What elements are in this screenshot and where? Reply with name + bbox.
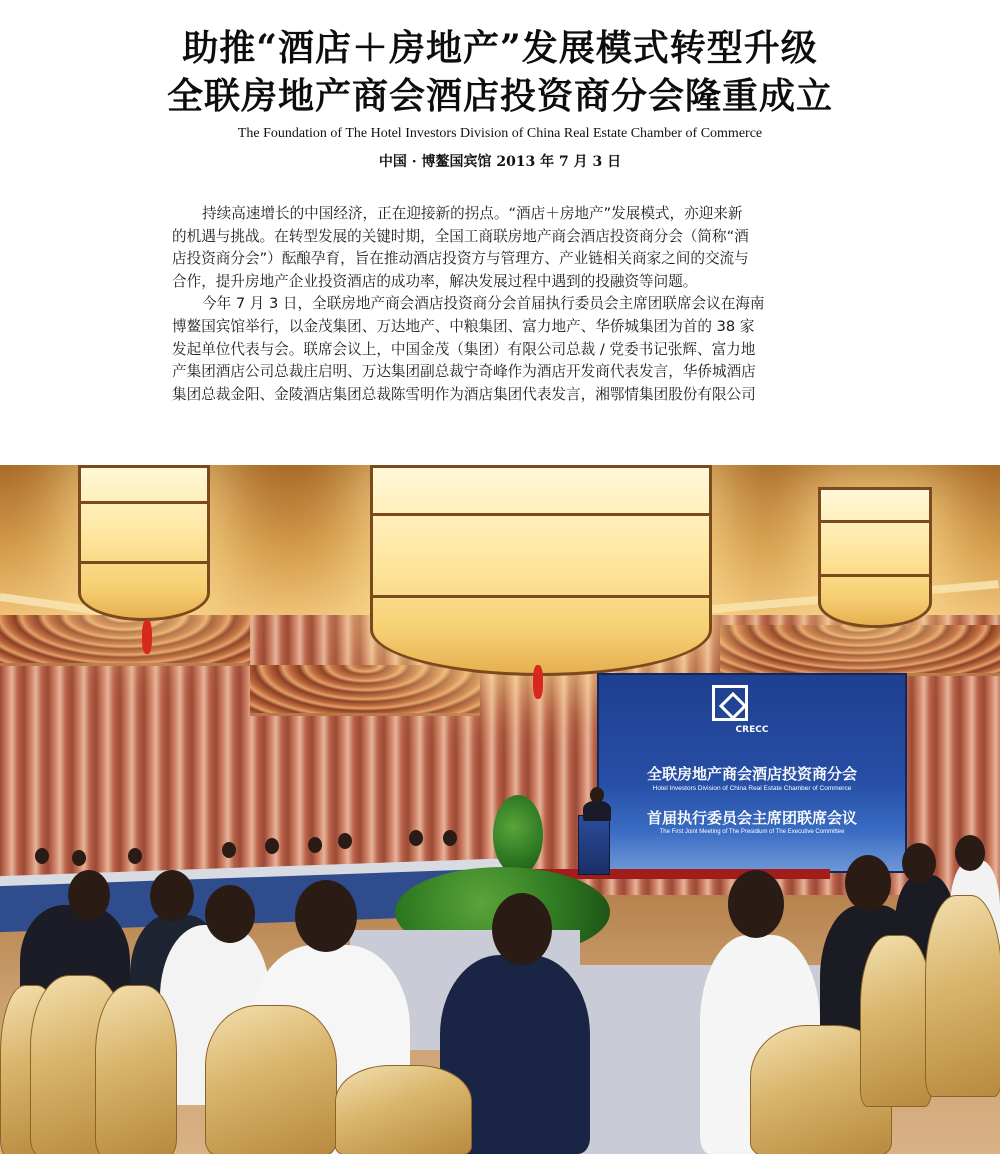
lantern-lamp-center [370,465,712,676]
potted-plant [493,795,543,875]
attendee-head [222,842,236,858]
gold-chair [95,985,177,1154]
attendee-head [68,870,110,920]
conference-photo [0,465,1000,1154]
curtain-valance [0,615,250,666]
body-line: 集团总裁金阳、金陵酒店集团总裁陈雪明作为酒店集团代表发言，湘鄂情集团股份有限公司 [172,385,756,403]
lantern-lamp-left [78,465,210,621]
screen-subtitle-en: The First Joint Meeting of The Presidium of The Executive Committee [659,829,845,835]
dateline: 中国 · 博鳌国宾馆 2013 年 7 月 3 日 [378,154,622,170]
body-line: 的机遇与挑战。在转型发展的关键时期，全国工商联房地产商会酒店投资商分会（简称“酒 [172,227,749,245]
body-line: 合作，提升房地产企业投资酒店的成功率，解决发展过程中遇到的投融资等问题。 [172,272,698,290]
body-line: 博鳌国宾馆举行，以金茂集团、万达地产、中粮集团、富力地产、华侨城集团为首的 38 家 [172,317,755,335]
speaker-podium [578,815,610,875]
red-lantern-ornament [533,665,543,699]
screen-subtitle-cn: 首届执行委员会主席团联席会议 [646,809,857,827]
screen-brand: CRECC [735,725,769,735]
attendee-head [265,838,279,854]
attendee-head [338,833,352,849]
lantern-lamp-right [818,487,932,628]
english-subtitle: The Foundation of The Hotel Investors Division of China Real Estate Chamber of Commerce [237,126,763,141]
headline-line-2: 全联房地产商会酒店投资商分会隆重成立 [166,75,833,117]
attendee-head [845,855,891,911]
body-line: 持续高速增长的中国经济，正在迎接新的拐点。“酒店＋房地产”发展模式，亦迎来新 [202,205,743,222]
attendee-head [955,835,985,871]
red-lantern-ornament [142,620,152,654]
gold-chair [335,1065,472,1154]
screen-title-cn: 全联房地产商会酒店投资商分会 [646,765,857,783]
attendee-head [35,848,49,864]
curtain-valance [720,625,1000,676]
attendee-head [728,870,784,938]
attendee-head [443,830,457,846]
attendee-head [492,893,552,965]
body-line: 产集团酒店公司总裁庄启明、万达集团副总裁宁奇峰作为酒店开发商代表发言，华侨城酒店 [172,363,756,381]
attendee-head [72,850,86,866]
attendee-head [308,837,322,853]
body-line: 发起单位代表与会。联席会议上，中国金茂（集团）有限公司总裁 / 党委书记张辉、富力地 [172,340,756,358]
event-backdrop-screen [597,673,907,873]
crecc-logo-icon [712,685,748,721]
attendee-head [409,830,423,846]
curtain-valance [250,665,480,716]
attendee-head [295,880,357,952]
screen-title-en: Hotel Investors Division of China Real Estate Chamber of Commerce [652,785,852,792]
article-body [172,203,818,406]
gold-chair [860,935,932,1107]
gold-chair [925,895,1000,1097]
gold-chair [205,1005,337,1154]
speaker [583,801,611,821]
attendee-head [205,885,255,943]
body-line: 今年 7 月 3 日，全联房地产商会酒店投资商分会首届执行委员会主席团联席会议在海南 [202,295,765,313]
attendee-head [150,870,194,922]
attendee-head [902,843,936,883]
headline-line-1: 助推“酒店＋房地产”发展模式转型升级 [182,27,818,69]
attendee-head [128,848,142,864]
body-line: 店投资商分会”）酝酿孕育，旨在推动酒店投资方与管理方、产业链相关商家之间的交流与 [172,250,749,268]
red-stage [530,869,830,879]
